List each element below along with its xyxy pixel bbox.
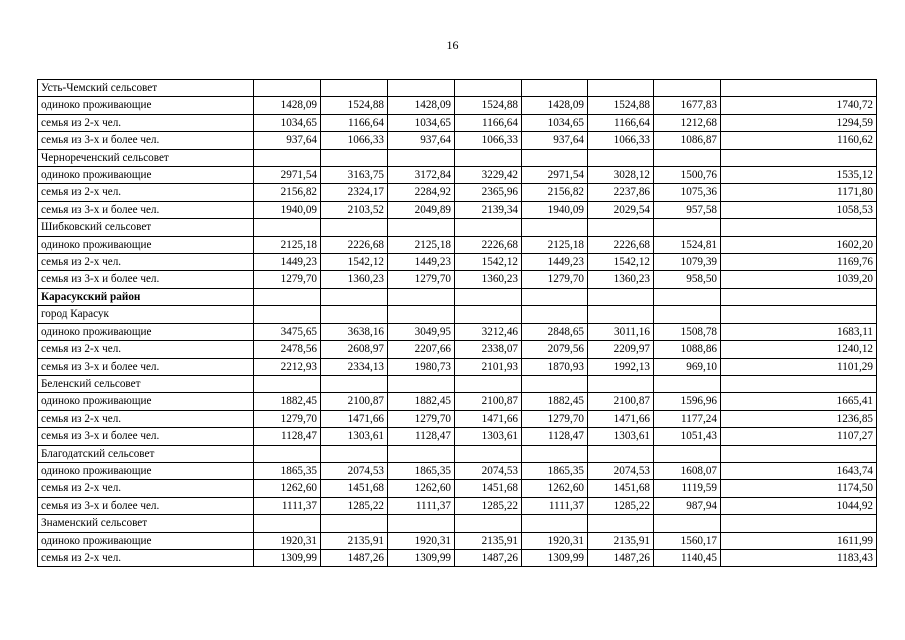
table-cell: 1240,12 xyxy=(721,341,877,358)
table-cell: 1279,70 xyxy=(388,271,455,288)
section-name: город Карасук xyxy=(38,306,254,323)
table-cell: 1542,12 xyxy=(588,254,654,271)
table-cell: 1920,31 xyxy=(522,532,588,549)
table-cell: 2029,54 xyxy=(588,201,654,218)
section-name: Беленский сельсовет xyxy=(38,375,254,392)
table-cell xyxy=(455,306,522,323)
table-cell xyxy=(321,288,388,305)
table-cell xyxy=(388,375,455,392)
table-cell: 1111,37 xyxy=(522,497,588,514)
table-cell: 1449,23 xyxy=(522,254,588,271)
table-cell: 2608,97 xyxy=(321,341,388,358)
table-cell: 2207,66 xyxy=(388,341,455,358)
table-cell: 2049,89 xyxy=(388,201,455,218)
table-cell: 1262,60 xyxy=(254,480,321,497)
table-cell: 1086,87 xyxy=(654,132,721,149)
table-cell xyxy=(388,288,455,305)
table-cell: 1160,62 xyxy=(721,132,877,149)
table-cell xyxy=(522,219,588,236)
table-cell: 1683,11 xyxy=(721,323,877,340)
section-header-row xyxy=(38,149,877,166)
table-cell xyxy=(254,219,321,236)
table-cell: 937,64 xyxy=(522,132,588,149)
row-label: одиноко проживающие xyxy=(38,167,254,184)
table-cell: 1542,12 xyxy=(455,254,522,271)
table-cell: 3475,65 xyxy=(254,323,321,340)
table-cell: 1236,85 xyxy=(721,410,877,427)
table-row xyxy=(38,114,877,131)
table-cell: 1500,76 xyxy=(654,167,721,184)
table-cell: 1740,72 xyxy=(721,97,877,114)
table-cell: 1865,35 xyxy=(254,462,321,479)
table-cell: 1107,27 xyxy=(721,428,877,445)
table-cell: 3011,16 xyxy=(588,323,654,340)
table-cell: 1309,99 xyxy=(388,549,455,566)
table-cell xyxy=(254,515,321,532)
row-label: семья из 2-х чел. xyxy=(38,480,254,497)
table-cell: 1360,23 xyxy=(321,271,388,288)
table-cell xyxy=(721,219,877,236)
row-label: семья из 3-х и более чел. xyxy=(38,358,254,375)
table-row xyxy=(38,323,877,340)
table-cell xyxy=(588,306,654,323)
table-cell: 1865,35 xyxy=(522,462,588,479)
table-cell xyxy=(455,375,522,392)
table-cell: 1034,65 xyxy=(388,114,455,131)
table-cell: 3163,75 xyxy=(321,167,388,184)
table-cell xyxy=(654,80,721,97)
table-cell: 1171,80 xyxy=(721,184,877,201)
table-cell: 3172,84 xyxy=(388,167,455,184)
table-cell: 1449,23 xyxy=(388,254,455,271)
table-cell xyxy=(254,375,321,392)
table-cell: 2237,86 xyxy=(588,184,654,201)
table-row xyxy=(38,132,877,149)
table-cell: 1920,31 xyxy=(254,532,321,549)
table-cell xyxy=(588,445,654,462)
table-cell xyxy=(321,80,388,97)
table-cell xyxy=(254,149,321,166)
table-cell xyxy=(588,515,654,532)
table-cell: 2139,34 xyxy=(455,201,522,218)
table-cell: 2100,87 xyxy=(588,393,654,410)
table-cell: 958,50 xyxy=(654,271,721,288)
table-cell xyxy=(455,445,522,462)
table-cell: 1166,64 xyxy=(455,114,522,131)
table-cell xyxy=(321,445,388,462)
row-label: семья из 3-х и более чел. xyxy=(38,271,254,288)
table-cell: 2478,56 xyxy=(254,341,321,358)
table-cell: 1279,70 xyxy=(254,410,321,427)
table-cell xyxy=(388,445,455,462)
table-row xyxy=(38,532,877,549)
table-cell: 1285,22 xyxy=(321,497,388,514)
table-cell xyxy=(654,149,721,166)
row-label: семья из 3-х и более чел. xyxy=(38,428,254,445)
table-cell xyxy=(522,80,588,97)
table-cell: 1611,99 xyxy=(721,532,877,549)
table-cell: 1294,59 xyxy=(721,114,877,131)
table-cell xyxy=(721,80,877,97)
table-cell: 2284,92 xyxy=(388,184,455,201)
table-cell: 1508,78 xyxy=(654,323,721,340)
table-cell: 1128,47 xyxy=(388,428,455,445)
table-cell xyxy=(455,515,522,532)
table-cell: 1279,70 xyxy=(522,410,588,427)
table-cell xyxy=(388,219,455,236)
table-cell: 1309,99 xyxy=(522,549,588,566)
table-cell xyxy=(588,375,654,392)
table-cell: 1279,70 xyxy=(522,271,588,288)
table-cell: 2212,93 xyxy=(254,358,321,375)
table-cell: 1066,33 xyxy=(455,132,522,149)
page-number: 16 xyxy=(446,38,459,52)
table-cell xyxy=(321,149,388,166)
table-cell: 1039,20 xyxy=(721,271,877,288)
table-cell: 1487,26 xyxy=(321,549,388,566)
table-cell xyxy=(455,80,522,97)
table-cell: 1920,31 xyxy=(388,532,455,549)
table-cell: 1471,66 xyxy=(455,410,522,427)
table-cell: 2125,18 xyxy=(254,236,321,253)
table-cell: 1487,26 xyxy=(588,549,654,566)
table-cell: 2100,87 xyxy=(321,393,388,410)
table-cell xyxy=(588,80,654,97)
table-cell xyxy=(254,306,321,323)
table-cell: 1882,45 xyxy=(522,393,588,410)
table-cell: 2156,82 xyxy=(522,184,588,201)
row-label: одиноко проживающие xyxy=(38,323,254,340)
table-cell: 1303,61 xyxy=(588,428,654,445)
table-cell xyxy=(522,306,588,323)
table-cell: 1066,33 xyxy=(588,132,654,149)
section-name: Благодатский сельсовет xyxy=(38,445,254,462)
table-cell: 1111,37 xyxy=(388,497,455,514)
table-cell: 2365,96 xyxy=(455,184,522,201)
table-row xyxy=(38,462,877,479)
table-cell: 1183,43 xyxy=(721,549,877,566)
table-cell: 1451,68 xyxy=(455,480,522,497)
table-cell: 1128,47 xyxy=(254,428,321,445)
table-cell: 2226,68 xyxy=(455,236,522,253)
table-cell: 3638,16 xyxy=(321,323,388,340)
table-cell: 1940,09 xyxy=(254,201,321,218)
table-cell: 1309,99 xyxy=(254,549,321,566)
table-cell: 1174,50 xyxy=(721,480,877,497)
table-cell: 1524,88 xyxy=(321,97,388,114)
table-cell: 1980,73 xyxy=(388,358,455,375)
row-label: одиноко проживающие xyxy=(38,97,254,114)
tariff-table-body xyxy=(38,80,877,567)
table-row xyxy=(38,254,877,271)
row-label: семья из 2-х чел. xyxy=(38,254,254,271)
table-cell: 1279,70 xyxy=(254,271,321,288)
table-cell: 1992,13 xyxy=(588,358,654,375)
table-row xyxy=(38,201,877,218)
section-header-row xyxy=(38,445,877,462)
table-cell xyxy=(522,515,588,532)
table-cell xyxy=(254,445,321,462)
table-cell: 1602,20 xyxy=(721,236,877,253)
table-cell: 1428,09 xyxy=(254,97,321,114)
table-cell: 1524,81 xyxy=(654,236,721,253)
table-cell xyxy=(388,149,455,166)
table-cell: 2324,17 xyxy=(321,184,388,201)
table-cell: 937,64 xyxy=(388,132,455,149)
table-cell: 2226,68 xyxy=(588,236,654,253)
table-cell: 3049,95 xyxy=(388,323,455,340)
table-cell: 957,58 xyxy=(654,201,721,218)
table-cell xyxy=(522,149,588,166)
table-cell xyxy=(654,445,721,462)
table-cell: 1542,12 xyxy=(321,254,388,271)
table-cell xyxy=(721,149,877,166)
table-cell: 1360,23 xyxy=(455,271,522,288)
table-cell xyxy=(588,149,654,166)
section-name: Усть-Чемский сельсовет xyxy=(38,80,254,97)
row-label: семья из 3-х и более чел. xyxy=(38,132,254,149)
table-cell: 1524,88 xyxy=(455,97,522,114)
tariff-table xyxy=(37,79,877,567)
table-row xyxy=(38,97,877,114)
table-cell xyxy=(654,306,721,323)
table-cell xyxy=(721,515,877,532)
table-cell: 1166,64 xyxy=(588,114,654,131)
table-cell: 1303,61 xyxy=(455,428,522,445)
table-cell: 2848,65 xyxy=(522,323,588,340)
table-cell xyxy=(654,288,721,305)
table-cell: 1428,09 xyxy=(388,97,455,114)
table-cell: 2125,18 xyxy=(388,236,455,253)
table-row xyxy=(38,271,877,288)
table-cell: 3028,12 xyxy=(588,167,654,184)
table-cell: 1166,64 xyxy=(321,114,388,131)
table-cell: 1111,37 xyxy=(254,497,321,514)
table-row xyxy=(38,480,877,497)
table-cell: 1882,45 xyxy=(254,393,321,410)
table-row xyxy=(38,428,877,445)
table-cell: 1177,24 xyxy=(654,410,721,427)
table-cell: 2338,07 xyxy=(455,341,522,358)
table-cell: 2101,93 xyxy=(455,358,522,375)
table-cell: 3212,46 xyxy=(455,323,522,340)
table-cell: 1471,66 xyxy=(588,410,654,427)
table-row xyxy=(38,549,877,566)
table-cell: 2135,91 xyxy=(321,532,388,549)
table-row xyxy=(38,341,877,358)
district-header-row xyxy=(38,288,877,305)
table-cell: 1051,43 xyxy=(654,428,721,445)
table-cell: 1169,76 xyxy=(721,254,877,271)
table-cell: 1212,68 xyxy=(654,114,721,131)
table-cell xyxy=(388,80,455,97)
table-cell xyxy=(455,149,522,166)
table-cell: 1262,60 xyxy=(522,480,588,497)
table-cell: 1128,47 xyxy=(522,428,588,445)
table-row xyxy=(38,167,877,184)
table-row xyxy=(38,236,877,253)
table-cell: 2226,68 xyxy=(321,236,388,253)
table-cell xyxy=(254,80,321,97)
row-label: одиноко проживающие xyxy=(38,532,254,549)
row-label: семья из 2-х чел. xyxy=(38,410,254,427)
table-cell xyxy=(388,515,455,532)
table-cell: 2156,82 xyxy=(254,184,321,201)
table-cell: 1285,22 xyxy=(588,497,654,514)
row-label: семья из 2-х чел. xyxy=(38,184,254,201)
table-cell: 2079,56 xyxy=(522,341,588,358)
table-cell: 1119,59 xyxy=(654,480,721,497)
table-row xyxy=(38,497,877,514)
table-cell: 1075,36 xyxy=(654,184,721,201)
table-cell: 2209,97 xyxy=(588,341,654,358)
table-cell: 987,94 xyxy=(654,497,721,514)
table-cell: 1034,65 xyxy=(254,114,321,131)
table-cell: 1865,35 xyxy=(388,462,455,479)
table-cell xyxy=(654,375,721,392)
table-cell: 1303,61 xyxy=(321,428,388,445)
table-cell: 1643,74 xyxy=(721,462,877,479)
section-header-row xyxy=(38,375,877,392)
table-cell: 2100,87 xyxy=(455,393,522,410)
table-row xyxy=(38,184,877,201)
district-name: Карасукский район xyxy=(38,288,254,305)
table-cell xyxy=(522,375,588,392)
table-cell xyxy=(721,445,877,462)
table-cell: 1034,65 xyxy=(522,114,588,131)
row-label: семья из 3-х и более чел. xyxy=(38,201,254,218)
table-row xyxy=(38,393,877,410)
section-name: Знаменский сельсовет xyxy=(38,515,254,532)
table-cell xyxy=(388,306,455,323)
table-cell xyxy=(721,375,877,392)
table-cell: 1428,09 xyxy=(522,97,588,114)
table-cell: 1066,33 xyxy=(321,132,388,149)
section-header-row xyxy=(38,515,877,532)
table-cell: 3229,42 xyxy=(455,167,522,184)
section-header-row xyxy=(38,306,877,323)
table-cell: 2334,13 xyxy=(321,358,388,375)
table-cell: 1058,53 xyxy=(721,201,877,218)
table-cell xyxy=(254,288,321,305)
table-cell: 1079,39 xyxy=(654,254,721,271)
table-cell: 1360,23 xyxy=(588,271,654,288)
table-cell: 1279,70 xyxy=(388,410,455,427)
table-cell xyxy=(721,306,877,323)
table-cell: 2971,54 xyxy=(522,167,588,184)
table-cell: 2135,91 xyxy=(455,532,522,549)
table-row xyxy=(38,410,877,427)
row-label: семья из 2-х чел. xyxy=(38,114,254,131)
table-cell: 2135,91 xyxy=(588,532,654,549)
table-cell: 1140,45 xyxy=(654,549,721,566)
table-cell: 1487,26 xyxy=(455,549,522,566)
table-cell: 1451,68 xyxy=(321,480,388,497)
table-cell: 1088,86 xyxy=(654,341,721,358)
table-cell: 2074,53 xyxy=(588,462,654,479)
row-label: одиноко проживающие xyxy=(38,393,254,410)
table-cell: 1451,68 xyxy=(588,480,654,497)
table-cell xyxy=(522,445,588,462)
table-cell xyxy=(654,515,721,532)
section-name: Чернореченский сельсовет xyxy=(38,149,254,166)
table-cell xyxy=(321,515,388,532)
table-cell: 1285,22 xyxy=(455,497,522,514)
table-cell: 937,64 xyxy=(254,132,321,149)
row-label: семья из 3-х и более чел. xyxy=(38,497,254,514)
table-cell: 969,10 xyxy=(654,358,721,375)
table-cell xyxy=(455,288,522,305)
table-cell: 1870,93 xyxy=(522,358,588,375)
table-cell: 2125,18 xyxy=(522,236,588,253)
row-label: семья из 2-х чел. xyxy=(38,341,254,358)
row-label: одиноко проживающие xyxy=(38,236,254,253)
table-cell xyxy=(588,288,654,305)
table-cell: 1044,92 xyxy=(721,497,877,514)
table-cell: 1665,41 xyxy=(721,393,877,410)
table-cell xyxy=(321,219,388,236)
table-cell: 2103,52 xyxy=(321,201,388,218)
table-cell: 1677,83 xyxy=(654,97,721,114)
table-cell xyxy=(321,375,388,392)
table-cell xyxy=(721,288,877,305)
table-cell xyxy=(588,219,654,236)
table-cell: 1596,96 xyxy=(654,393,721,410)
table-cell: 1560,17 xyxy=(654,532,721,549)
row-label: семья из 2-х чел. xyxy=(38,549,254,566)
table-cell xyxy=(321,306,388,323)
row-label: одиноко проживающие xyxy=(38,462,254,479)
table-cell: 2074,53 xyxy=(455,462,522,479)
table-cell: 1471,66 xyxy=(321,410,388,427)
table-cell: 1882,45 xyxy=(388,393,455,410)
table-cell: 1101,29 xyxy=(721,358,877,375)
table-cell: 1608,07 xyxy=(654,462,721,479)
table-cell: 1940,09 xyxy=(522,201,588,218)
table-cell: 2971,54 xyxy=(254,167,321,184)
table-cell: 1449,23 xyxy=(254,254,321,271)
section-header-row xyxy=(38,80,877,97)
table-cell: 1524,88 xyxy=(588,97,654,114)
table-cell: 2074,53 xyxy=(321,462,388,479)
section-name: Шибковский сельсовет xyxy=(38,219,254,236)
table-cell xyxy=(522,288,588,305)
table-cell xyxy=(654,219,721,236)
table-row xyxy=(38,358,877,375)
table-cell xyxy=(455,219,522,236)
table-cell: 1535,12 xyxy=(721,167,877,184)
section-header-row xyxy=(38,219,877,236)
table-cell: 1262,60 xyxy=(388,480,455,497)
